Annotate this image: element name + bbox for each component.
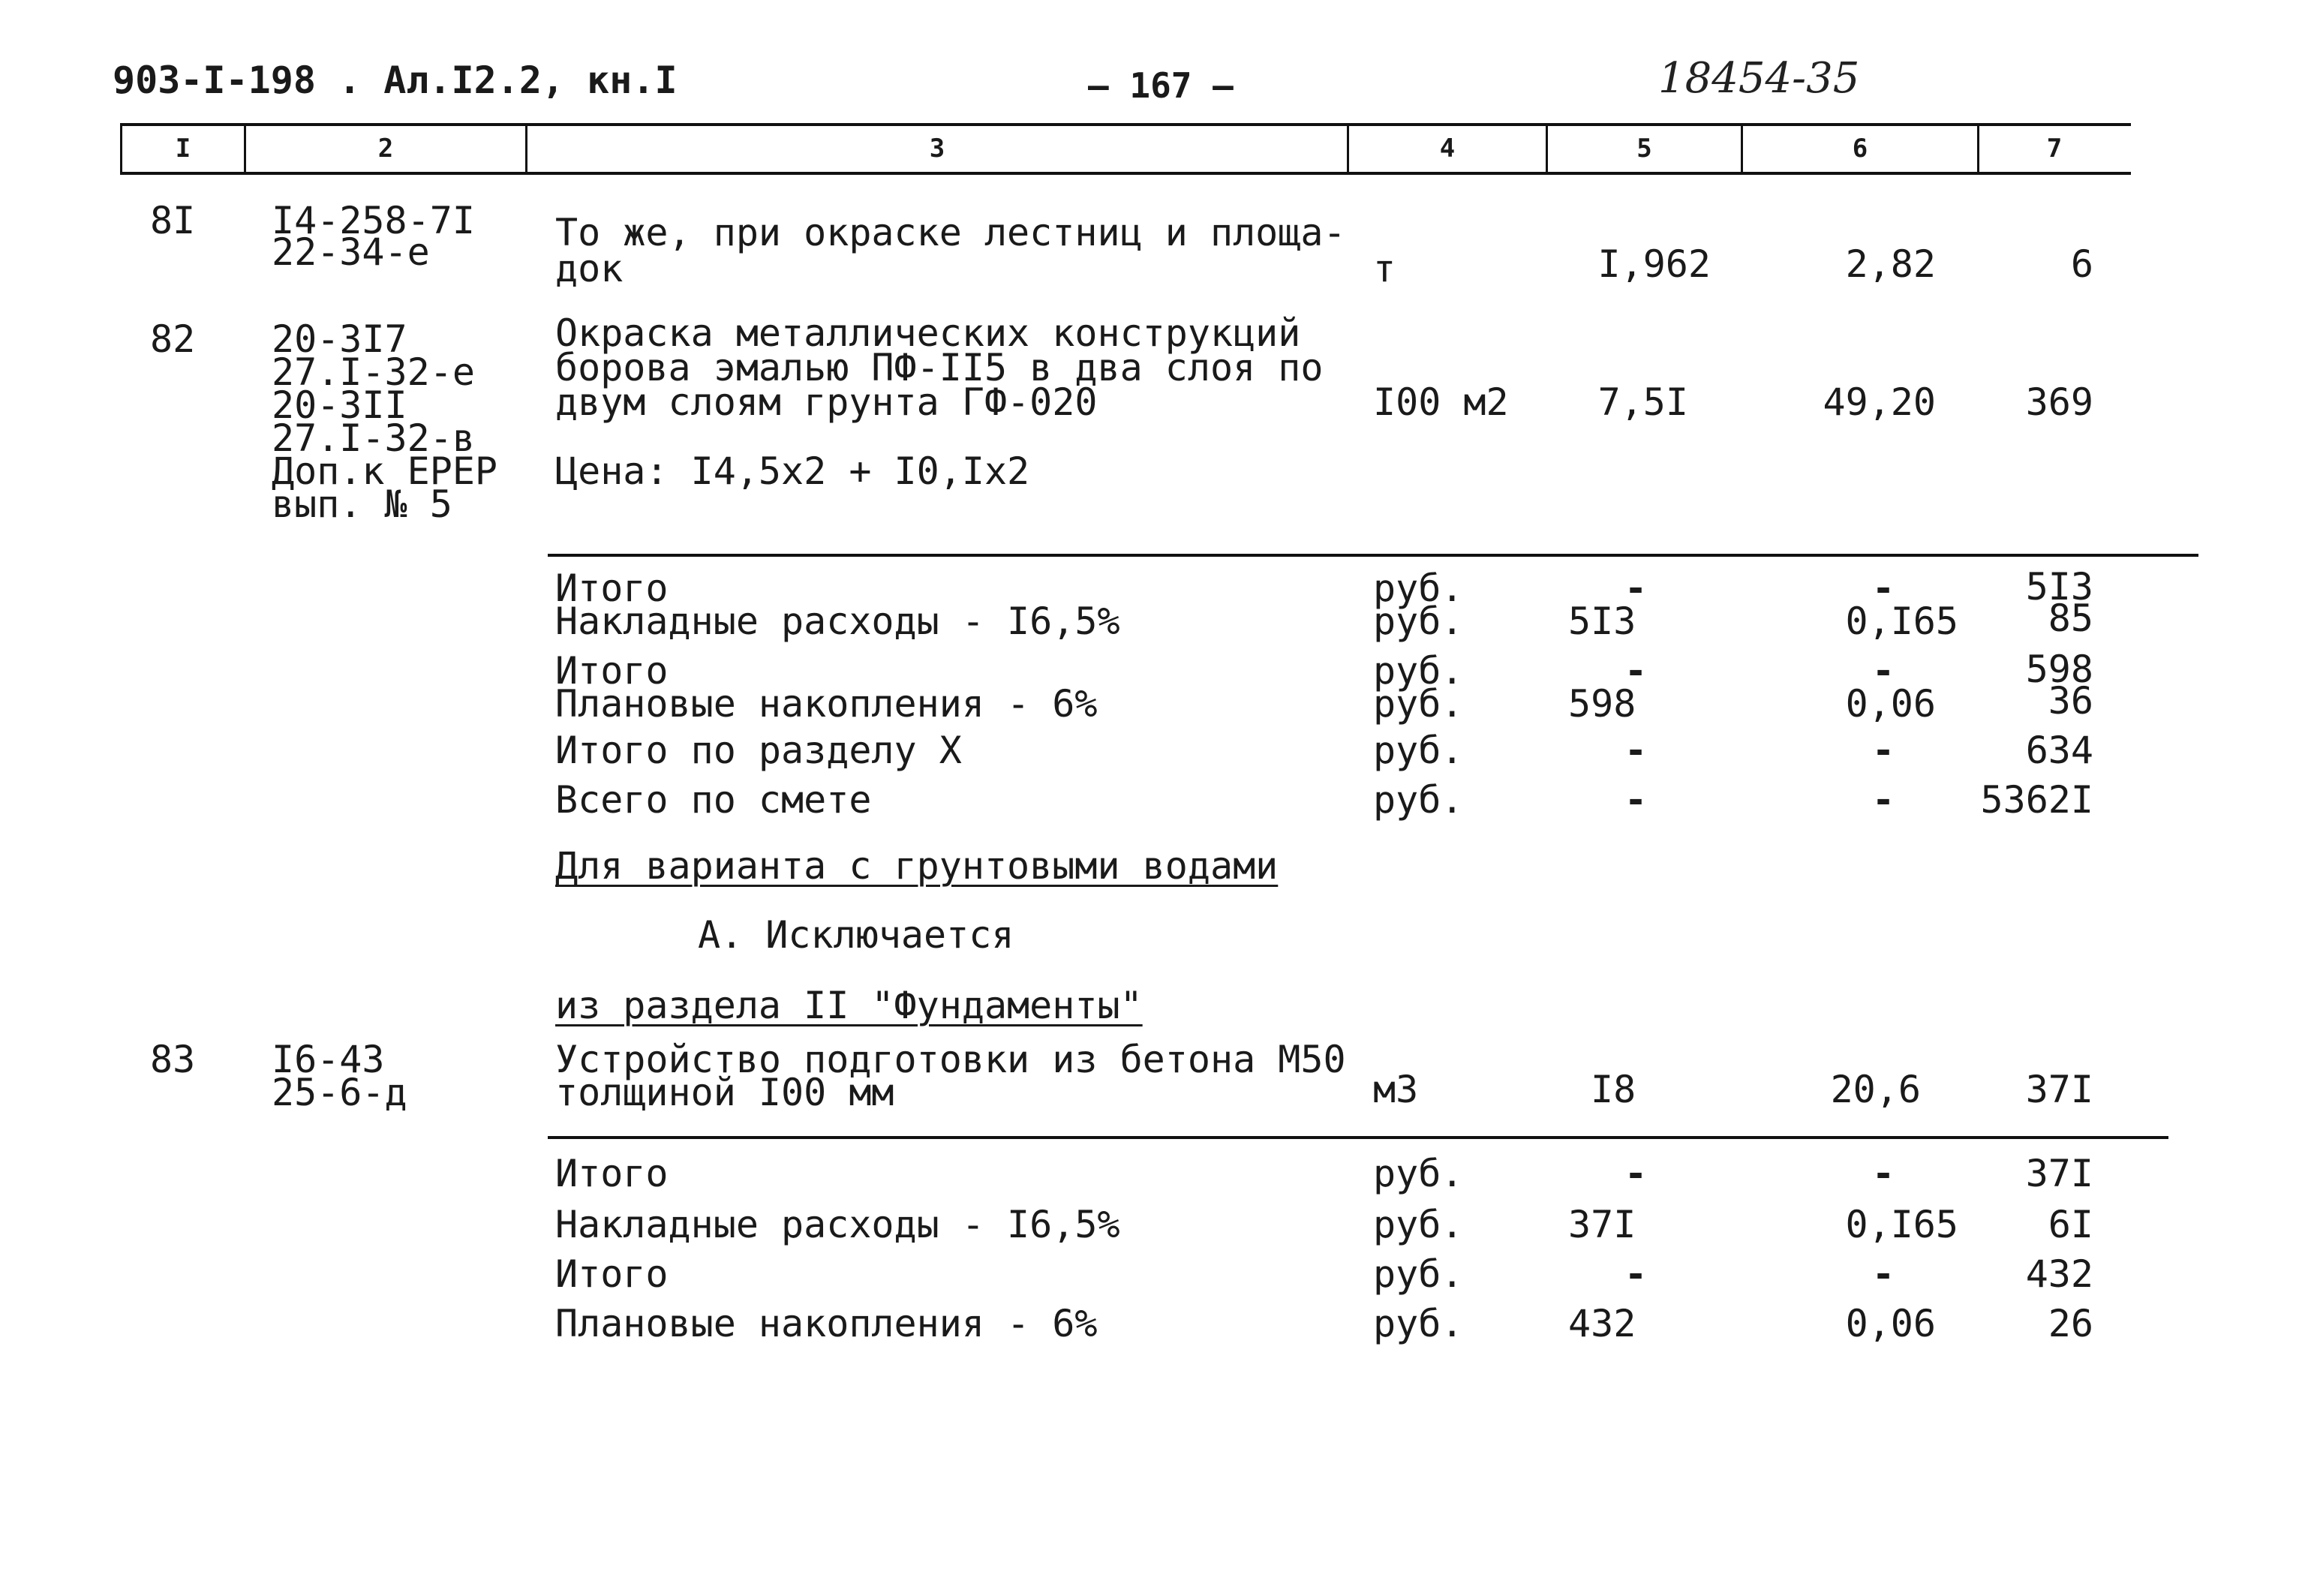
section-separator (548, 554, 2198, 557)
unit-cell: т (1373, 247, 1396, 290)
summary-price: 0,I65 (1845, 1203, 1958, 1246)
summary-total: 37I (2025, 1152, 2093, 1195)
column-number: 5 (1636, 134, 1652, 164)
section-separator (548, 1136, 2168, 1139)
summary-label: Итого (555, 1252, 669, 1296)
code-line: 20-3II (272, 383, 407, 427)
variant-heading: Для варианта с грунтовыми водами (555, 844, 1279, 888)
summary-total: 85 (2048, 597, 2093, 640)
page-number: — 167 — (1088, 65, 1234, 106)
summary-unit: руб. (1373, 778, 1464, 822)
excluded-heading: А. Исключается (698, 913, 1014, 957)
quantity-cell: 7,5I (1597, 380, 1688, 424)
summary-qty: - (1624, 649, 1648, 693)
summary-total: 6I (2048, 1203, 2093, 1246)
summary-total: 5I3 (2025, 565, 2093, 609)
description-line: толщиной I00 мм (555, 1071, 894, 1114)
code-line: 22-34-е (272, 230, 430, 274)
summary-label: Плановые накопления - 6% (555, 682, 1098, 726)
summary-unit: руб. (1373, 567, 1464, 610)
summary-total: 634 (2025, 729, 2093, 772)
summary-total: 598 (2025, 648, 2093, 691)
row-number: 83 (150, 1038, 196, 1081)
summary-label: Плановые накопления - 6% (555, 1302, 1098, 1345)
code-line: I6-43 (272, 1038, 385, 1081)
column-number: 3 (929, 134, 945, 164)
description-line: борова эмалью ПФ-II5 в два слоя по (555, 346, 1324, 389)
code-line: Доп.к ЕРЕР (272, 449, 498, 493)
handwritten-number: 18454-35 (1658, 54, 1860, 103)
code-line: 25-6-д (272, 1071, 407, 1114)
summary-unit: руб. (1373, 600, 1464, 643)
table-top-border (120, 123, 2131, 126)
summary-price: - (1871, 1252, 1895, 1296)
description-line: Окраска металлических конструкций (555, 311, 1301, 355)
quantity-cell: I,962 (1597, 242, 1711, 286)
total-cell: 6 (2070, 242, 2093, 286)
summary-unit: руб. (1373, 649, 1464, 693)
summary-qty: 598 (1568, 682, 1636, 726)
document-reference: 903-I-198 . Ал.I2.2, кн.I (113, 59, 678, 102)
summary-price: - (1871, 567, 1895, 610)
summary-qty: - (1624, 729, 1648, 772)
unit-cell: I00 м2 (1373, 380, 1509, 424)
summary-label: Всего по смете (555, 778, 872, 822)
summary-unit: руб. (1373, 1302, 1464, 1345)
summary-unit: руб. (1373, 1203, 1464, 1246)
summary-unit: руб. (1373, 1152, 1464, 1195)
summary-price: - (1871, 778, 1895, 822)
column-number: 2 (377, 134, 394, 164)
code-line: 27.I-32-е (272, 350, 475, 394)
summary-label: Накладные расходы - I6,5% (555, 1203, 1120, 1246)
summary-qty: 5I3 (1568, 600, 1636, 643)
price-cell: 49,20 (1823, 380, 1936, 424)
summary-qty: - (1624, 1152, 1648, 1195)
summary-label: Итого (555, 1152, 669, 1195)
summary-label: Итого по разделу X (555, 729, 962, 772)
summary-unit: руб. (1373, 1252, 1464, 1296)
column-number: 6 (1852, 134, 1868, 164)
summary-label: Итого (555, 649, 669, 693)
summary-qty: - (1624, 778, 1648, 822)
summary-unit: руб. (1373, 682, 1464, 726)
description-line: док (555, 247, 624, 290)
summary-price: - (1871, 1152, 1895, 1195)
table-header-bottom-border (120, 172, 2131, 175)
row-number: 82 (150, 317, 196, 361)
total-cell: 369 (2025, 380, 2093, 424)
code-line: 27.I-32-в (272, 416, 475, 460)
summary-qty: - (1624, 567, 1648, 610)
price-formula: Цена: I4,5х2 + I0,Iх2 (555, 449, 1030, 493)
quantity-cell: I8 (1591, 1068, 1636, 1111)
summary-total: 432 (2025, 1252, 2093, 1296)
code-line: I4-258-7I (272, 199, 475, 242)
summary-total: 26 (2048, 1302, 2093, 1345)
description-line: двум слоям грунта ГФ-020 (555, 380, 1098, 424)
code-line: 20-3I7 (272, 317, 407, 361)
description-line: То же, при окраске лестниц и площа- (555, 211, 1346, 254)
row-number: 8I (150, 199, 196, 242)
summary-price: 0,06 (1845, 682, 1936, 726)
unit-cell: м3 (1373, 1068, 1419, 1111)
total-cell: 37I (2025, 1068, 2093, 1111)
price-cell: 2,82 (1845, 242, 1936, 286)
summary-qty: 432 (1568, 1302, 1636, 1345)
description-line: Устройство подготовки из бетона М50 (555, 1038, 1346, 1081)
summary-label: Итого (555, 567, 669, 610)
column-number: 4 (1439, 134, 1456, 164)
column-number: I (175, 134, 191, 164)
summary-unit: руб. (1373, 729, 1464, 772)
column-number: 7 (2046, 134, 2063, 164)
summary-price: - (1871, 729, 1895, 772)
summary-qty: 37I (1568, 1203, 1636, 1246)
summary-total: 5362I (1980, 778, 2093, 822)
code-line: вып. № 5 (272, 482, 452, 526)
summary-total: 36 (2048, 679, 2093, 723)
summary-price: - (1871, 649, 1895, 693)
summary-label: Накладные расходы - I6,5% (555, 600, 1120, 643)
summary-price: 0,I65 (1845, 600, 1958, 643)
summary-qty: - (1624, 1252, 1648, 1296)
price-cell: 20,6 (1830, 1068, 1921, 1111)
section-heading: из раздела II "Фундаменты" (555, 984, 1143, 1027)
summary-price: 0,06 (1845, 1302, 1936, 1345)
